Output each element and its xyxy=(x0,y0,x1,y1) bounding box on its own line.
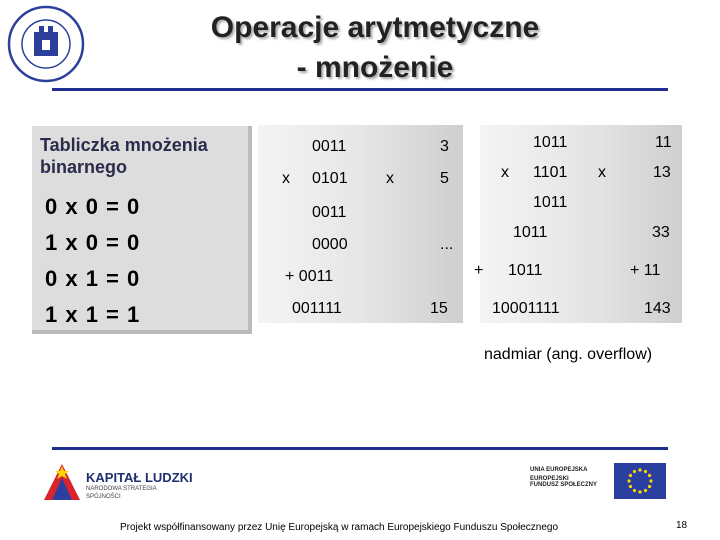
kapital-ludzki-logo-icon xyxy=(40,460,84,504)
ex1-dec-result: 15 xyxy=(430,300,448,317)
eu-star xyxy=(638,490,641,493)
ex2-dec-op: x xyxy=(598,164,606,181)
eu-star xyxy=(644,470,647,473)
rule-4: 1 x 1 = 1 xyxy=(45,302,141,327)
ex1-b: 0101 xyxy=(312,170,348,187)
eu-star xyxy=(633,470,636,473)
ex2-a: 1011 xyxy=(533,134,568,151)
ex1-partial-2: 0000 xyxy=(312,236,348,253)
ex1-result: 001111 xyxy=(292,300,342,317)
eu-star xyxy=(629,485,632,488)
ex2-b: 1101 xyxy=(533,164,568,181)
example1-panel xyxy=(258,125,463,323)
eu-star xyxy=(629,474,632,477)
ex2-partial-1: 1011 xyxy=(533,194,568,211)
ex1-dec-op: x xyxy=(386,170,394,187)
rule-2: 1 x 0 = 0 xyxy=(45,230,141,255)
ex2-plus-sign: + xyxy=(474,262,484,279)
page-subtitle: - mnożenie xyxy=(296,51,454,84)
ex2-dec-plus-row: + 11 xyxy=(630,262,661,279)
ex2-partial-2: 1011 xyxy=(513,224,548,241)
page-number: 18 xyxy=(676,520,688,531)
ex1-dec-a: 3 xyxy=(440,138,449,155)
kapital-sub-1: NARODOWA STRATEGIA xyxy=(86,486,157,492)
ex2-dec-a: 11 xyxy=(655,134,672,151)
ex2-dec-partial: 33 xyxy=(652,224,670,241)
ex2-dec-b: 13 xyxy=(653,164,671,181)
eu-star xyxy=(638,468,641,471)
ex1-dec-ellipsis: ... xyxy=(440,236,454,253)
rule-3: 0 x 1 = 0 xyxy=(45,266,141,291)
eu-flag-icon xyxy=(614,463,666,499)
university-seal-icon xyxy=(6,4,86,84)
title-divider xyxy=(52,88,668,91)
page-title: Operacje arytmetyczne xyxy=(210,11,540,44)
ex2-result: 10001111 xyxy=(492,300,560,317)
ex1-plus-row: + 0011 xyxy=(285,268,334,285)
ex1-partial-1: 0011 xyxy=(312,204,347,221)
ex1-dec-b: 5 xyxy=(440,170,449,187)
eu-star xyxy=(644,489,647,492)
overflow-note: nadmiar (ang. overflow) xyxy=(484,346,653,363)
card-heading: Tabliczka mnożenia binarnego xyxy=(40,135,208,177)
ex1-op: x xyxy=(282,170,290,187)
ex2-op: x xyxy=(501,164,509,181)
rule-1: 0 x 0 = 0 xyxy=(45,194,141,219)
footer-divider xyxy=(52,447,668,450)
eu-text: UNIA EUROPEJSKA EUROPEJSKI FUNDUSZ SPOŁECZNY xyxy=(530,467,598,488)
eu-star xyxy=(649,479,652,482)
footer-note: Projekt współfinansowany przez Unię Europejską w ramach Europejskiego Funduszu Społecznego xyxy=(120,522,559,533)
eu-star xyxy=(648,474,651,477)
eu-star xyxy=(627,479,630,482)
ex1-a: 0011 xyxy=(312,138,347,155)
kapital-title: KAPITAŁ LUDZKI xyxy=(86,470,193,485)
eu-star xyxy=(633,489,636,492)
ex2-dec-result: 143 xyxy=(644,300,671,317)
kapital-sub-2: SPÓJNOŚCI xyxy=(86,494,121,500)
eu-star xyxy=(648,485,651,488)
ex2-plus-value: 1011 xyxy=(508,262,543,279)
